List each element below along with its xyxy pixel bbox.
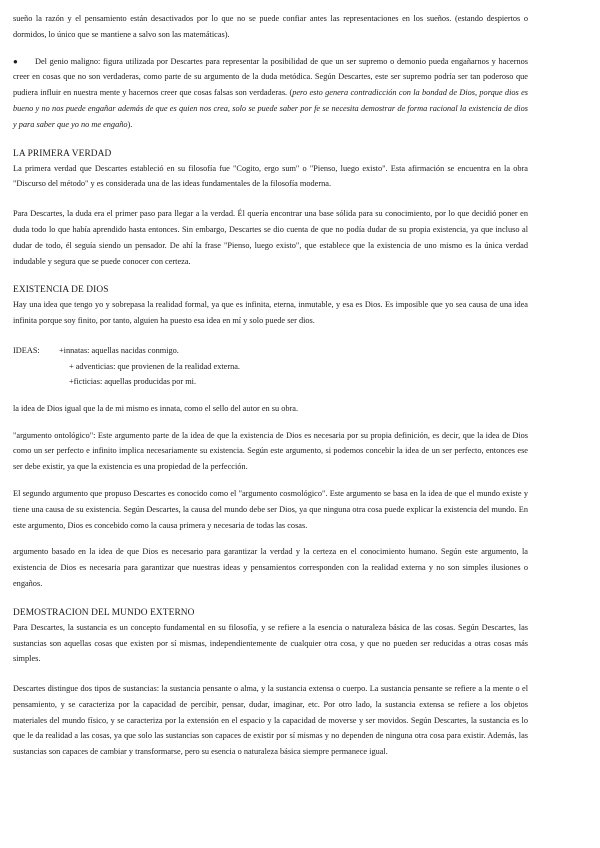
intro-line-1: sueño la razón y el pensamiento están desactivados por lo que no se puede confiar antes las representaciones en los sueños. (estando bbox=[13, 14, 484, 23]
intro-line-2: despiertos o dormidos, lo único que se mantiene a salvo son las matemáticas). bbox=[13, 14, 528, 39]
document-body bbox=[13, 11, 528, 760]
mundo-externo-paragraph-1: Para Descartes, la sustancia es un concepto fundamental en su filosofía, y se refiere a la esencia o naturaleza básica de las cosas. Según Descartes, las sustancias son aquellas cosas que existen por sí mismas, independientemente de cualquier otra cosa, y que no pueden ser reducidas a otras cosas más simples. bbox=[13, 622, 528, 664]
existencia-dios-paragraph-2: la idea de Dios igual que la de mi mismo es innata, como el sello del autor en su obra. bbox=[13, 403, 299, 413]
bullet-icon: ● bbox=[13, 56, 18, 66]
argumento-verdad-paragraph: argumento basado en la idea de que Dios es necesario para garantizar la verdad y la certeza en el conocimiento humano. Según este argumento, la existencia de Dios es necesaria para garantizar que nuestras ideas y pensamientos corresponden con la realidad externa y no son simples ilusiones o engaños. bbox=[13, 547, 528, 588]
genio-italic-note: pero esto genera contradicción con la bondad de Dios, porque dios es bueno y no nos puede engañar además de que es quien nos crea, solo se puede saber por fe se necesita demostrar de forma racional la existencia de dios y para saber que yo no me engaño bbox=[13, 88, 528, 129]
ideas-row-1 bbox=[13, 343, 528, 359]
genio-maligno-paragraph bbox=[13, 54, 528, 133]
ideas-label: IDEAS: bbox=[13, 345, 40, 355]
intro-paragraph bbox=[13, 11, 528, 43]
primera-verdad-paragraph-2: Para Descartes, la duda era el primer paso para llegar a la verdad. Él quería encontrar una base sólida para su conocimiento, por lo que decidió poner en duda todo lo que había aprendido hasta entonces. Sin embargo, Descartes se dio cuenta de que no podía dudar de su propia existencia, ya que incluso al dudar de todo, él seguía siendo un pensador. De ahí la frase "Pienso, luego existo", que establece que la existencia de uno mismo es la única verdad indudable y segura que se puede conocer con certeza. bbox=[13, 209, 528, 266]
argumento-cosmologico-paragraph: El segundo argumento que propuso Descartes es conocido como el "argumento cosmológico". Este argumento se basa en la idea de que el mundo existe y tiene una causa de su existencia. Según Descartes, la causa del mundo debe ser Dios, ya que ninguna otra cosa puede explicar la existencia del mundo. En este argumento, Dios es concebido como la causa primera y necesaria de todas las cosas. bbox=[13, 488, 528, 530]
section-title-mundo-externo: DEMOSTRACION DEL MUNDO EXTERNO bbox=[13, 607, 195, 618]
ideas-row-2 bbox=[13, 359, 528, 375]
section-title-primera-verdad: LA PRIMERA VERDAD bbox=[13, 148, 112, 159]
ideas-row-3 bbox=[13, 374, 528, 390]
ideas-adventicias: + adventicias: que provienen de la realidad externa. bbox=[69, 361, 241, 371]
section-title-existencia-dios: EXISTENCIA DE DIOS bbox=[13, 285, 109, 296]
ideas-innatas: +innatas: aquellas nacidas conmigo. bbox=[59, 345, 179, 355]
genio-text: Del genio maligno: figura utilizada por Descartes para representar la posibilidad de que un ser supremo o demonio pueda engañarnos y hacernos creer en cosas que no son verdaderas, como parte de su argumento de la duda metódica. Según Descartes, este ser supremo podría ser tan poderoso que pudiera influir en nuestra mente y hacernos creer que cosas falsas son verdaderas. ( bbox=[13, 56, 528, 98]
primera-verdad-paragraph-1: La primera verdad que Descartes estableció en su filosofía fue "Cogito, ergo sum" o "Pienso, luego existo". Esta afirmación se encuentra en la obra "Discurso del método" y es considerada una de las ideas fundamentales de la filosofía moderna. bbox=[13, 163, 528, 189]
genio-close: ). bbox=[127, 119, 133, 129]
argumento-ontologico-paragraph: "argumento ontológico": Este argumento parte de la idea de que la existencia de Dios es necesaria por su propia definición, es decir, que la idea de Dios como un ser perfecto e infinito implica necesariamente su existencia. Según este argumento, si podemos concebir la idea de un ser perfecto, entonces ese ser debe existir, ya que la existencia es una propiedad de la perfección. bbox=[13, 430, 528, 472]
mundo-externo-paragraph-2: Descartes distingue dos tipos de sustancias: la sustancia pensante o alma, y la sustancia extensa o cuerpo. La sustancia pensante se refiere a la mente o el pensamiento, y se caracteriza por la capacidad de percibir, pensar, dudar, imaginar, etc. Por otro lado, la sustancia extensa se refiere a los objetos materiales del mundo físico, y se caracteriza por la extensión en el espacio y la capacidad de moverse y ser movidos. Según Descartes, la sustancia es lo que le da realidad a las cosas, ya que solo las sustancias son capaces de existir por sí mismas y no dependen de ninguna otra cosa para existir. Además, las sustancias son capaces de cambiar y transformarse, pero su esencia o naturaleza básica siempre permanece igual. bbox=[13, 684, 528, 757]
existencia-dios-paragraph-1: Hay una idea que tengo yo y sobrepasa la realidad formal, ya que es infinita, eterna, inmutable, y esa es Dios. Es imposible que yo sea causa de una idea infinita porque soy finito, por tanto, alguien ha puesto esa idea en mí y solo puede ser dios. bbox=[13, 300, 528, 326]
ideas-ficticias: +ficticias: aquellas producidas por mi. bbox=[69, 377, 197, 387]
